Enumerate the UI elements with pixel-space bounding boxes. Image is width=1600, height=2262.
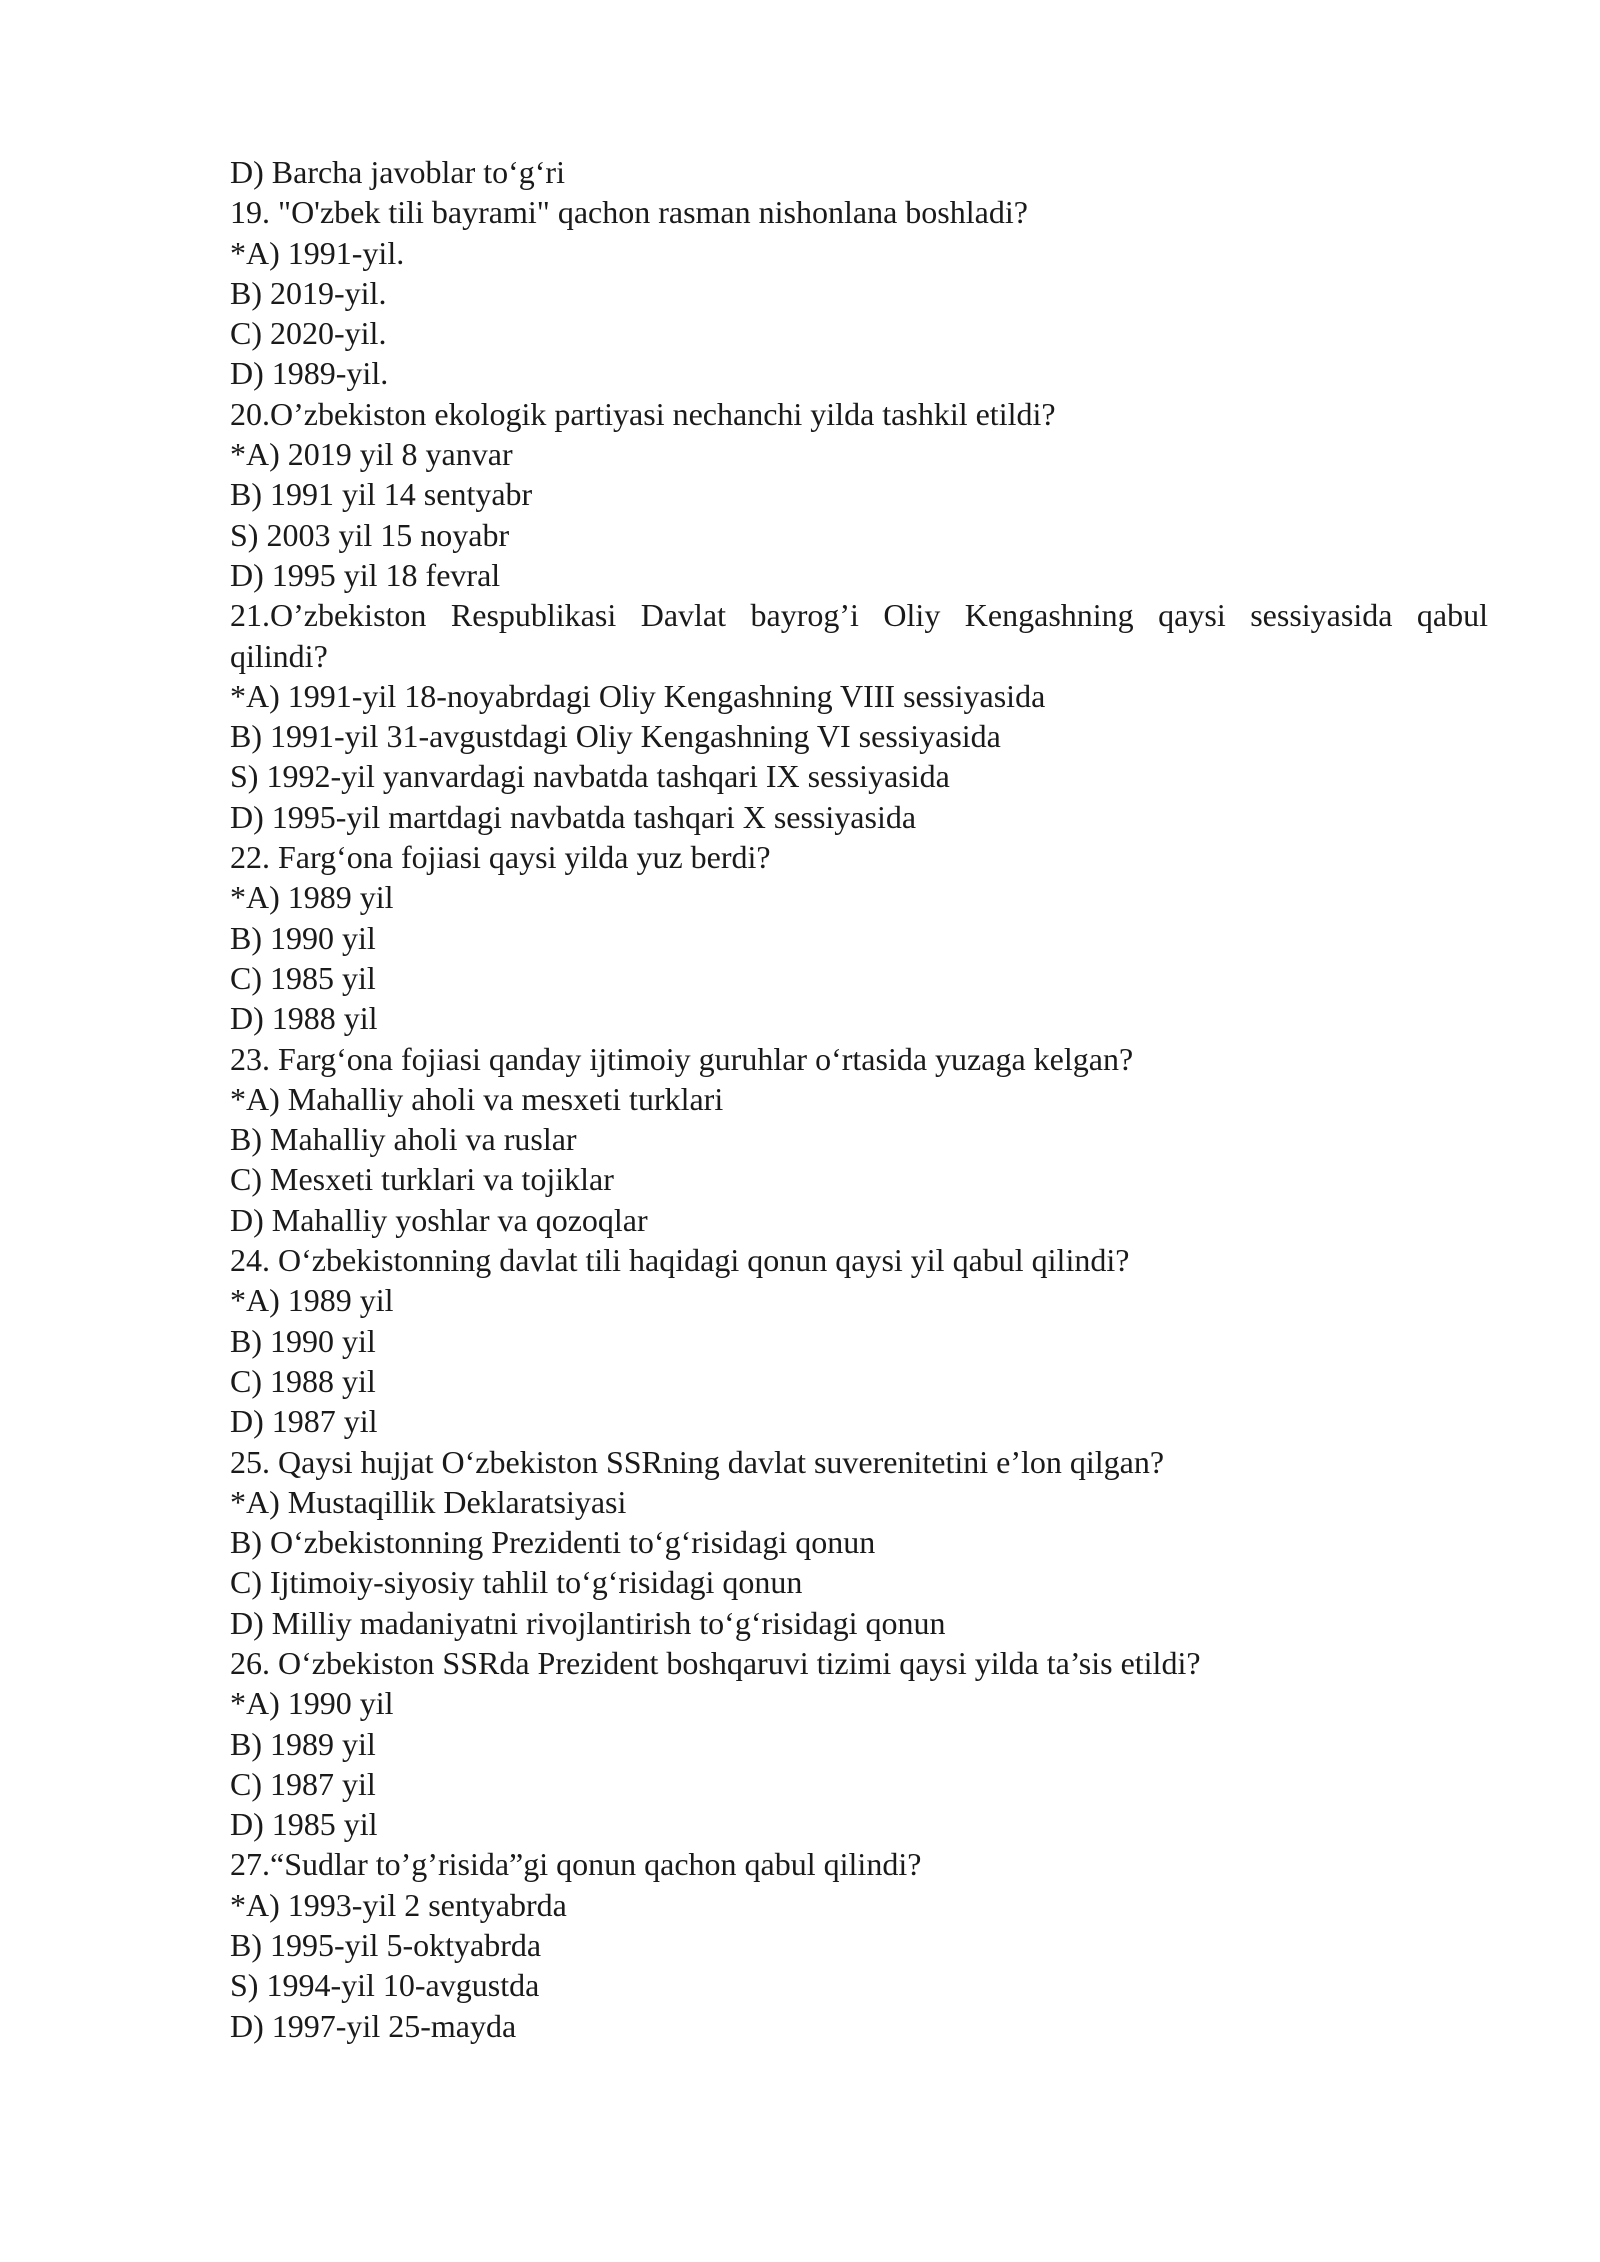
question-19: 19. "O'zbek tili bayrami" qachon rasman nishonlana boshladi? (230, 194, 1028, 231)
answer-option: B) 2019-yil. (230, 274, 387, 311)
answer-option: B) 1989 yil (230, 1725, 376, 1762)
question-21-continuation: qilindi? (230, 637, 328, 674)
answer-option: D) 1995-yil martdagi navbatda tashqari X sessiyasida (230, 798, 917, 835)
answer-option: C) Ijtimoiy-siyosiy tahlil to‘g‘risidagi qonun (230, 1564, 803, 1601)
question-24: 24. O‘zbekistonning davlat tili haqidagi qonun qaysi yil qabul qilindi? (230, 1242, 1130, 1279)
answer-option: S) 1992-yil yanvardagi navbatda tashqari IX sessiyasida (230, 758, 950, 795)
answer-option: S) 2003 yil 15 noyabr (230, 516, 510, 553)
answer-option-correct: *A) 1991-yil 18-noyabrdagi Oliy Kengashning VIII sessiyasida (230, 677, 1046, 714)
answer-option: D) 1987 yil (230, 1403, 378, 1440)
answer-option: B) Mahalliy aholi va ruslar (230, 1121, 577, 1158)
answer-option: D) 1995 yil 18 fevral (230, 556, 501, 593)
answer-option: D) Barcha javoblar to‘g‘ri (230, 154, 565, 190)
answer-option-correct: *A) Mahalliy aholi va mesxeti turklari (230, 1080, 724, 1117)
answer-option: D) 1989-yil. (230, 355, 389, 392)
answer-option-correct: *A) 1991-yil. (230, 234, 405, 271)
answer-option-correct: *A) 1990 yil (230, 1685, 394, 1722)
answer-option: D) Milliy madaniyatni rivojlantirish to‘g‘risidagi qonun (230, 1604, 946, 1641)
answer-option: D) 1997-yil 25-mayda (230, 2007, 517, 2044)
question-25: 25. Qaysi hujjat O‘zbekiston SSRning davlat suverenitetini e’lon qilgan? (230, 1443, 1165, 1480)
question-26: 26. O‘zbekiston SSRda Prezident boshqaruvi tizimi qaysi yilda ta’sis etildi? (230, 1644, 1201, 1681)
answer-option: D) Mahalliy yoshlar va qozoqlar (230, 1201, 648, 1238)
answer-option: B) 1990 yil (230, 919, 376, 956)
answer-option: B) 1991-yil 31-avgustdagi Oliy Kengashning VI sessiyasida (230, 718, 1001, 755)
answer-option-correct: *A) 1993-yil 2 sentyabrda (230, 1886, 567, 1923)
answer-option-correct: *A) Mustaqillik Deklaratsiyasi (230, 1483, 627, 1520)
answer-option: C) 1987 yil (230, 1765, 376, 1802)
answer-option: B) 1991 yil 14 sentyabr (230, 476, 533, 513)
answer-option-correct: *A) 1989 yil (230, 1282, 394, 1319)
answer-option: B) 1990 yil (230, 1322, 376, 1359)
answer-option: C) 2020-yil. (230, 315, 387, 352)
question-21: 21.O’zbekiston Respublikasi Davlat bayrog’i Oliy Kengashning qaysi sessiyasida qabul (230, 597, 1488, 634)
answer-option: D) 1985 yil (230, 1806, 378, 1843)
question-23: 23. Farg‘ona fojiasi qanday ijtimoiy guruhlar o‘rtasida yuzaga kelgan? (230, 1040, 1134, 1077)
answer-option: C) 1988 yil (230, 1362, 376, 1399)
answer-option: B) O‘zbekistonning Prezidenti to‘g‘risidagi qonun (230, 1524, 876, 1561)
answer-option: S) 1994-yil 10-avgustda (230, 1967, 540, 2004)
quiz-text-body (230, 152, 1488, 2046)
answer-option: B) 1995-yil 5-oktyabrda (230, 1927, 542, 1964)
answer-option-correct: *A) 2019 yil 8 yanvar (230, 436, 513, 473)
question-20: 20.O’zbekiston ekologik partiyasi nechanchi yilda tashkil etildi? (230, 395, 1056, 432)
answer-option-correct: *A) 1989 yil (230, 879, 394, 916)
answer-option: C) 1985 yil (230, 959, 376, 996)
answer-option: C) Mesxeti turklari va tojiklar (230, 1161, 614, 1198)
question-22: 22. Farg‘ona fojiasi qaysi yilda yuz berdi? (230, 839, 771, 876)
answer-option: D) 1988 yil (230, 1000, 378, 1037)
question-27: 27.“Sudlar to’g’risida”gi qonun qachon qabul qilindi? (230, 1846, 922, 1883)
